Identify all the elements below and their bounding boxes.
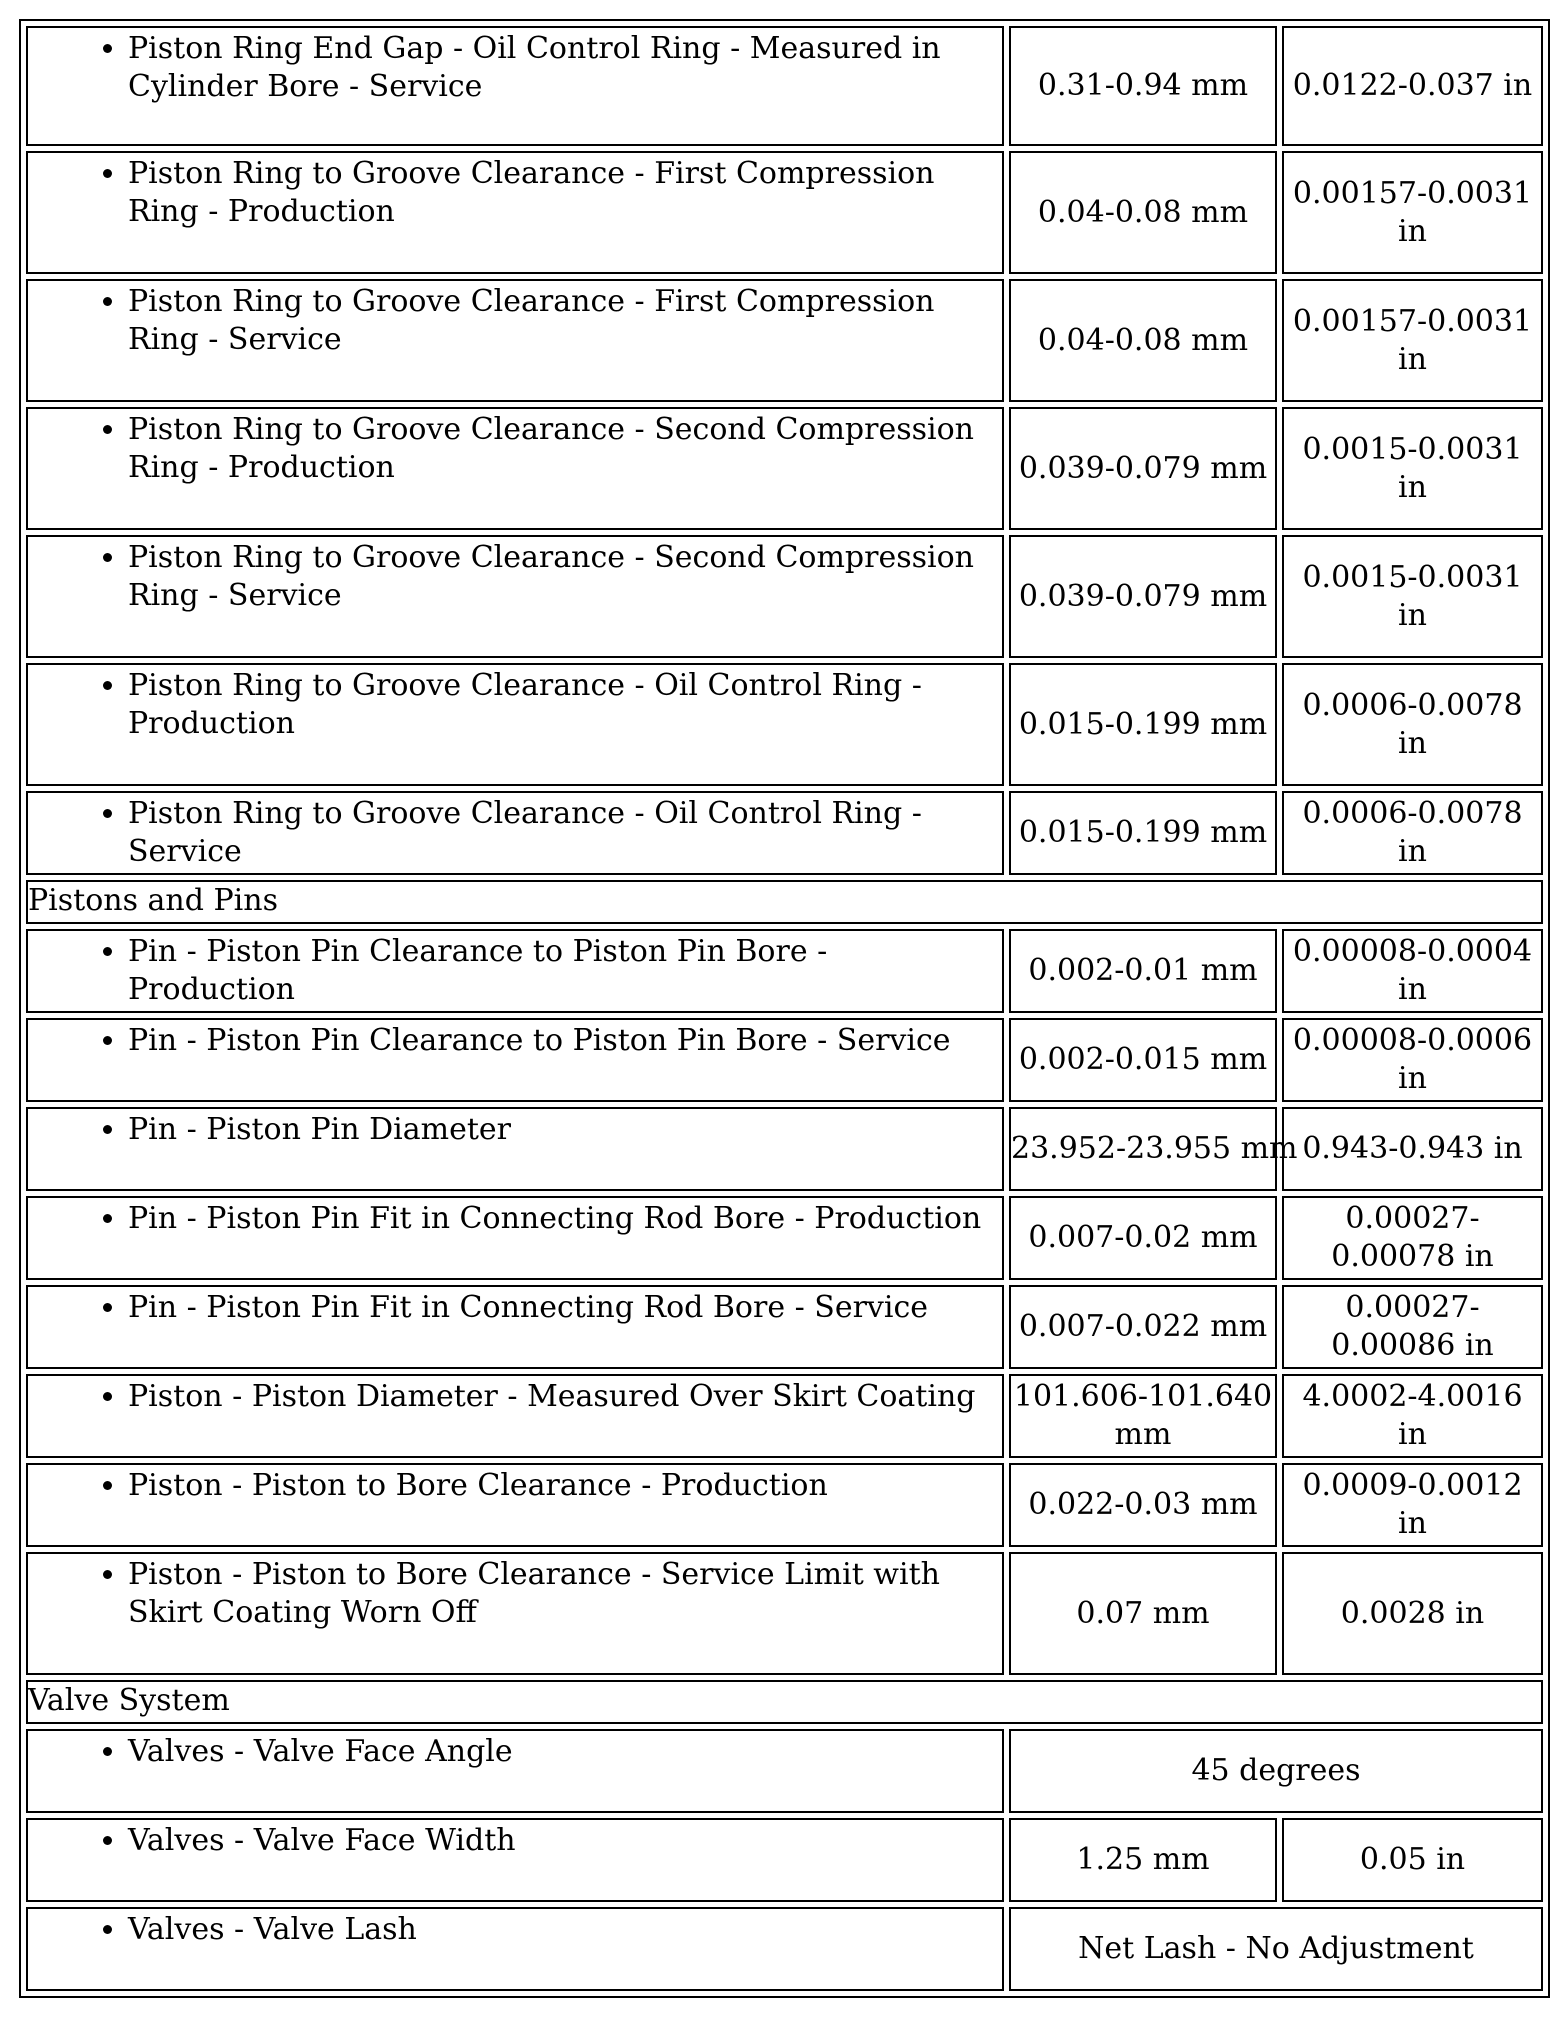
metric-value: 0.007-0.02 mm xyxy=(1009,1196,1277,1280)
spec-label: • Piston Ring to Groove Clearance - Second Compression Ring - Production xyxy=(128,411,994,487)
spec-row xyxy=(26,1374,1543,1458)
spec-label: • Pin - Piston Pin Fit in Connecting Rod Bore - Production xyxy=(128,1200,994,1238)
metric-value: 0.015-0.199 mm xyxy=(1009,791,1277,875)
metric-value: 0.039-0.079 mm xyxy=(1009,535,1277,658)
imperial-value: 0.0015-0.0031 in xyxy=(1282,407,1543,530)
imperial-value: 0.0009-0.0012 in xyxy=(1282,1463,1543,1547)
spec-description-cell xyxy=(26,1552,1004,1675)
imperial-value: 0.00008-0.0006 in xyxy=(1282,1018,1543,1102)
section-header-row xyxy=(26,1680,1543,1724)
spec-label: • Valves - Valve Lash xyxy=(128,1911,994,1949)
metric-value: 0.002-0.01 mm xyxy=(1009,929,1277,1013)
imperial-value: 0.0122-0.037 in xyxy=(1282,26,1543,146)
spec-row xyxy=(26,407,1543,530)
spec-row xyxy=(26,663,1543,786)
metric-value: 101.606-101.640 mm xyxy=(1009,1374,1277,1458)
metric-value: 1.25 mm xyxy=(1009,1818,1277,1902)
imperial-value: 0.00157-0.0031 in xyxy=(1282,279,1543,402)
spec-label: • Pin - Piston Pin Diameter xyxy=(128,1111,994,1149)
imperial-value: 0.00027-0.00086 in xyxy=(1282,1285,1543,1369)
metric-value: 0.31-0.94 mm xyxy=(1009,26,1277,146)
metric-value: 0.04-0.08 mm xyxy=(1009,151,1277,274)
spec-row xyxy=(26,1552,1543,1675)
spec-row xyxy=(26,929,1543,1013)
spec-description-cell xyxy=(26,1729,1004,1813)
spec-label: • Piston - Piston Diameter - Measured Over Skirt Coating xyxy=(128,1378,994,1416)
metric-value: 0.007-0.022 mm xyxy=(1009,1285,1277,1369)
spec-description-cell xyxy=(26,1018,1004,1102)
spec-label: • Piston Ring to Groove Clearance - Oil Control Ring - Service xyxy=(128,795,994,871)
metric-value: 0.039-0.079 mm xyxy=(1009,407,1277,530)
spec-row xyxy=(26,535,1543,658)
spec-label: • Valves - Valve Face Width xyxy=(128,1822,994,1860)
metric-value: 0.002-0.015 mm xyxy=(1009,1018,1277,1102)
metric-value: 0.07 mm xyxy=(1009,1552,1277,1675)
spec-row xyxy=(26,791,1543,875)
spec-description-cell xyxy=(26,1196,1004,1280)
spec-row xyxy=(26,1107,1543,1191)
section-header-row xyxy=(26,880,1543,924)
spec-row xyxy=(26,1818,1543,1902)
spec-description-cell xyxy=(26,1907,1004,1991)
spec-description-cell xyxy=(26,791,1004,875)
spec-value: 45 degrees xyxy=(1009,1729,1543,1813)
spec-row xyxy=(26,151,1543,274)
metric-value: 0.015-0.199 mm xyxy=(1009,663,1277,786)
imperial-value: 0.0006-0.0078 in xyxy=(1282,791,1543,875)
section-title: Valve System xyxy=(26,1680,1543,1724)
spec-row xyxy=(26,1907,1543,1991)
spec-label: • Piston - Piston to Bore Clearance - Production xyxy=(128,1467,994,1505)
spec-description-cell xyxy=(26,929,1004,1013)
spec-description-cell xyxy=(26,151,1004,274)
metric-value: 0.04-0.08 mm xyxy=(1009,279,1277,402)
imperial-value: 0.0006-0.0078 in xyxy=(1282,663,1543,786)
spec-label: • Valves - Valve Face Angle xyxy=(128,1733,994,1771)
spec-description-cell xyxy=(26,1463,1004,1547)
imperial-value: 0.943-0.943 in xyxy=(1282,1107,1543,1191)
spec-row xyxy=(26,1729,1543,1813)
spec-row xyxy=(26,26,1543,146)
spec-description-cell xyxy=(26,26,1004,146)
spec-label: • Piston - Piston to Bore Clearance - Service Limit with Skirt Coating Worn Off xyxy=(128,1556,994,1632)
spec-description-cell xyxy=(26,663,1004,786)
spec-label: • Pin - Piston Pin Fit in Connecting Rod Bore - Service xyxy=(128,1289,994,1327)
spec-description-cell xyxy=(26,407,1004,530)
spec-row xyxy=(26,1018,1543,1102)
spec-description-cell xyxy=(26,1107,1004,1191)
section-title: Pistons and Pins xyxy=(26,880,1543,924)
spec-row xyxy=(26,279,1543,402)
spec-row xyxy=(26,1285,1543,1369)
metric-value: 23.952-23.955 mm xyxy=(1009,1107,1277,1191)
metric-value: 0.022-0.03 mm xyxy=(1009,1463,1277,1547)
spec-label: • Piston Ring End Gap - Oil Control Ring - Measured in Cylinder Bore - Service xyxy=(128,30,994,106)
imperial-value: 0.0028 in xyxy=(1282,1552,1543,1675)
spec-value: Net Lash - No Adjustment xyxy=(1009,1907,1543,1991)
spec-description-cell xyxy=(26,535,1004,658)
imperial-value: 4.0002-4.0016 in xyxy=(1282,1374,1543,1458)
imperial-value: 0.05 in xyxy=(1282,1818,1543,1902)
spec-label: • Piston Ring to Groove Clearance - First Compression Ring - Service xyxy=(128,283,994,359)
spec-description-cell xyxy=(26,1818,1004,1902)
spec-label: • Pin - Piston Pin Clearance to Piston Pin Bore - Service xyxy=(128,1022,994,1060)
spec-row xyxy=(26,1463,1543,1547)
spec-label: • Piston Ring to Groove Clearance - Oil Control Ring - Production xyxy=(128,667,994,743)
spec-description-cell xyxy=(26,1374,1004,1458)
spec-row xyxy=(26,1196,1543,1280)
spec-label: • Piston Ring to Groove Clearance - Second Compression Ring - Service xyxy=(128,539,994,615)
spec-description-cell xyxy=(26,1285,1004,1369)
spec-label: • Pin - Piston Pin Clearance to Piston Pin Bore - Production xyxy=(128,933,994,1009)
spec-description-cell xyxy=(26,279,1004,402)
specifications-table xyxy=(19,19,1550,1998)
imperial-value: 0.00008-0.0004 in xyxy=(1282,929,1543,1013)
imperial-value: 0.00027-0.00078 in xyxy=(1282,1196,1543,1280)
spec-label: • Piston Ring to Groove Clearance - First Compression Ring - Production xyxy=(128,155,994,231)
imperial-value: 0.00157-0.0031 in xyxy=(1282,151,1543,274)
imperial-value: 0.0015-0.0031 in xyxy=(1282,535,1543,658)
